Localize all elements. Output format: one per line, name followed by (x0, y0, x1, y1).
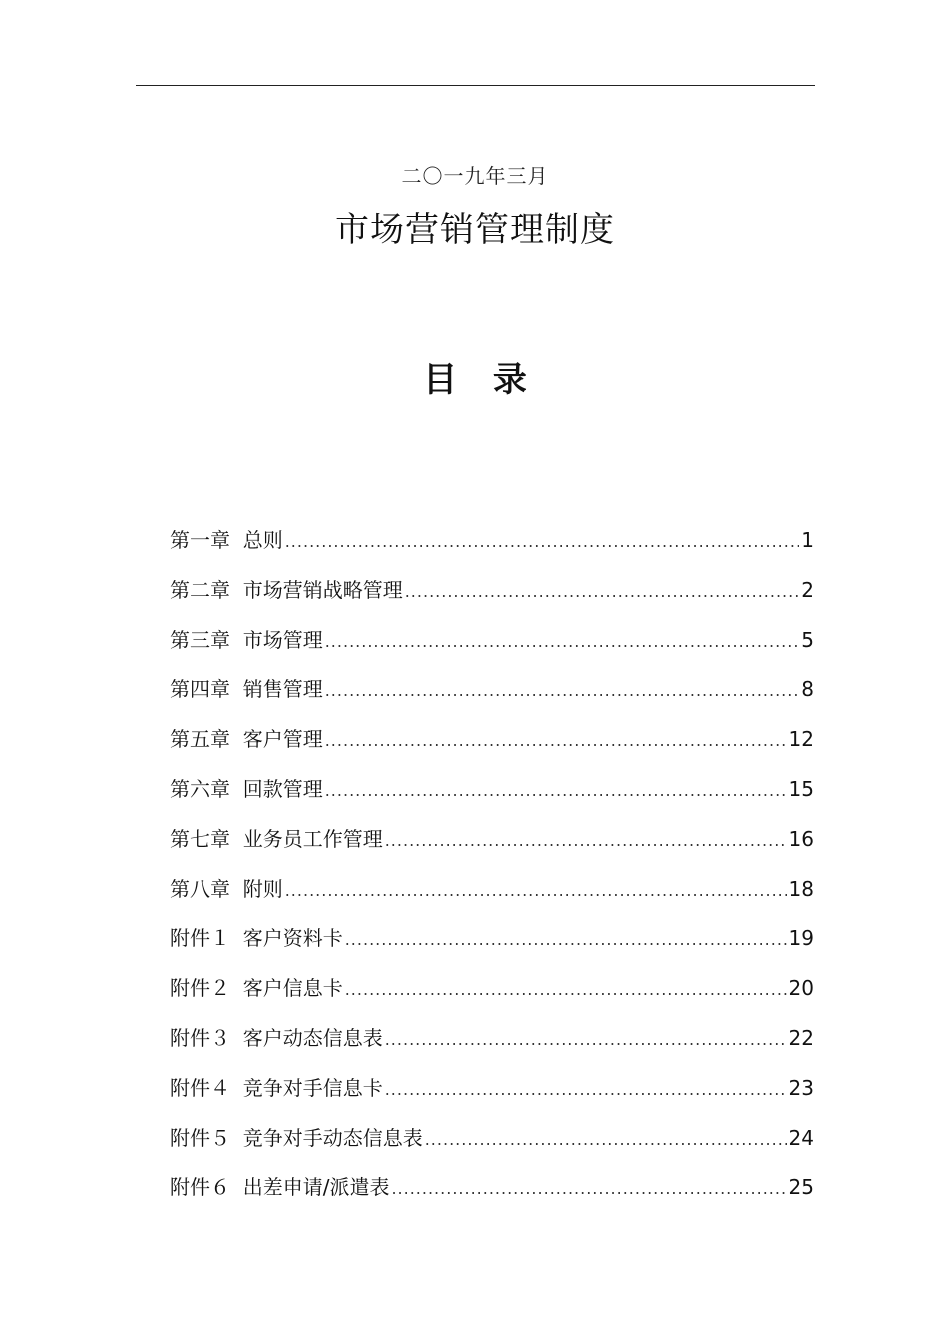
toc-entry-page: 22 (788, 1025, 814, 1050)
toc-entry-page: 12 (788, 727, 814, 752)
toc-dot-leader (325, 671, 800, 711)
toc-entry-label: 第六章 回款管理 (170, 776, 323, 801)
toc-entry-label: 附件６ 出差申请/派遣表 (170, 1175, 390, 1200)
toc-entry-label: 第八章 附则 (170, 876, 283, 901)
toc-dot-leader (285, 871, 787, 911)
toc-entry-label: 第五章 客户管理 (170, 727, 323, 752)
toc-dot-leader (385, 1020, 787, 1060)
toc-dot-leader (425, 1120, 787, 1160)
toc-dot-leader (325, 771, 787, 811)
toc-dot-leader (345, 970, 787, 1010)
toc-entry-page: 20 (788, 976, 814, 1001)
toc-entry[interactable] (170, 520, 814, 570)
toc-entry-label: 第二章 市场营销战略管理 (170, 577, 403, 602)
document-date: 二〇一九年三月 (401, 164, 549, 188)
toc-entry[interactable] (170, 869, 814, 919)
toc-entry-page: 18 (788, 876, 814, 901)
toc-entry[interactable] (170, 620, 814, 670)
toc-entry-page: 8 (801, 677, 814, 702)
header-rule (136, 85, 815, 86)
toc-entry-label: 第四章 销售管理 (170, 677, 323, 702)
toc-entry[interactable] (170, 819, 814, 869)
toc-entry-label: 附件３ 客户动态信息表 (170, 1025, 383, 1050)
toc-dot-leader (385, 821, 787, 861)
toc-entry[interactable] (170, 1018, 814, 1068)
toc-entry-label: 第七章 业务员工作管理 (170, 826, 383, 851)
toc-entry-page: 5 (801, 627, 814, 652)
toc-entry-label: 附件５ 竞争对手动态信息表 (170, 1125, 423, 1150)
toc-dot-leader (405, 572, 800, 612)
toc-entry[interactable] (170, 1118, 814, 1168)
toc-entry-label: 第一章 总则 (170, 528, 283, 552)
table-of-contents (170, 520, 814, 1217)
toc-entry-page: 15 (788, 776, 814, 801)
toc-entry-page: 1 (801, 528, 814, 552)
toc-entry-label: 附件４ 竞争对手信息卡 (170, 1075, 383, 1100)
toc-dot-leader (325, 721, 787, 761)
toc-entry[interactable] (170, 570, 814, 620)
toc-dot-leader (345, 920, 787, 960)
toc-entry[interactable] (170, 1167, 814, 1217)
toc-heading: 目 录 (423, 360, 527, 400)
toc-dot-leader (391, 1169, 786, 1209)
toc-dot-leader (285, 522, 800, 562)
toc-entry-label: 附件２ 客户信息卡 (170, 976, 343, 1001)
toc-entry-label: 第三章 市场管理 (170, 627, 323, 652)
toc-entry[interactable] (170, 769, 814, 819)
toc-entry-page: 19 (788, 926, 814, 951)
toc-dot-leader (325, 622, 800, 662)
toc-entry-page: 25 (788, 1175, 814, 1200)
toc-entry[interactable] (170, 1068, 814, 1118)
document-title: 市场营销管理制度 (335, 210, 615, 250)
toc-entry[interactable] (170, 719, 814, 769)
toc-entry-label: 附件１ 客户资料卡 (170, 926, 343, 951)
toc-entry[interactable] (170, 968, 814, 1018)
toc-entry-page: 2 (801, 577, 814, 602)
toc-entry-page: 23 (788, 1075, 814, 1100)
toc-dot-leader (385, 1070, 787, 1110)
toc-entry[interactable] (170, 918, 814, 968)
toc-entry[interactable] (170, 669, 814, 719)
toc-entry-page: 16 (788, 826, 814, 851)
toc-entry-page: 24 (788, 1125, 814, 1150)
